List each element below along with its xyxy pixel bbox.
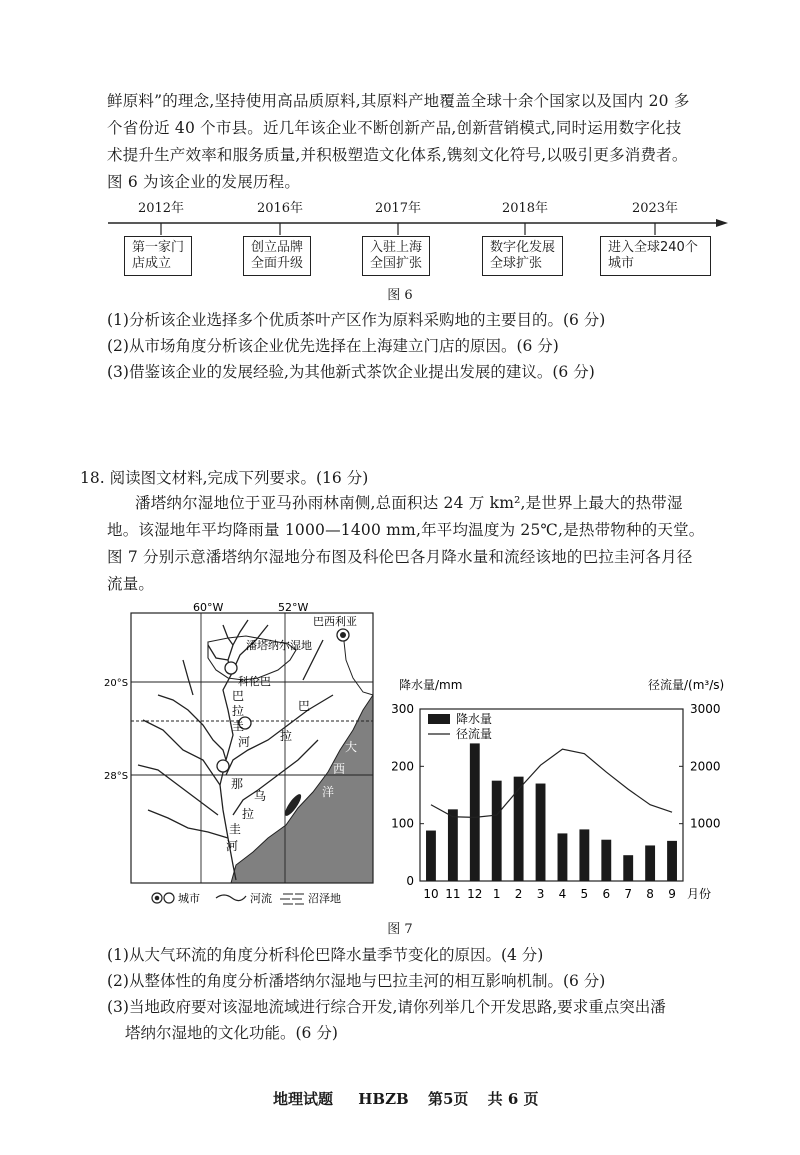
page-footer	[273, 1088, 539, 1109]
bar-precipitation	[558, 833, 568, 881]
q17-sub-1: (1)分析该企业选择多个优质茶叶产区作为原料采购地的主要目的。(6 分)	[107, 311, 606, 329]
timeline-event-box	[124, 236, 192, 276]
timeline-year-2023: 2023年	[631, 201, 679, 216]
bar-precipitation	[623, 855, 633, 881]
river-char: 河	[238, 735, 251, 749]
y-right-tick-label: 2000	[690, 759, 721, 774]
river-char: 巴	[298, 699, 311, 713]
q18-para-line-1: 潘塔纳尔湿地位于亚马孙雨林南侧,总面积达 24 万 km²,是世界上最大的热带湿	[135, 494, 683, 512]
legend-bar-swatch	[428, 714, 450, 724]
footer-page: 第5页	[427, 1090, 469, 1108]
timeline-year-2017: 2017年	[374, 201, 422, 216]
lon-label-60w: 60°W	[193, 601, 224, 614]
timeline-event-line: 全球扩张	[490, 256, 543, 271]
timeline-event-line: 全国扩张	[370, 256, 423, 271]
x-tick-label: 2	[514, 887, 523, 901]
x-tick-label: 4	[558, 887, 567, 901]
bar-precipitation	[470, 743, 480, 881]
city-icon	[217, 760, 229, 772]
lat-label-28s: 28°S	[104, 771, 129, 782]
q17-sub-3: (3)借鉴该企业的发展经验,为其他新式茶饮企业提出发展的建议。(6 分)	[107, 363, 595, 381]
river-legend-icon	[216, 895, 246, 901]
y-right-tick-label: 3000	[690, 702, 721, 716]
timeline-event-line: 创立品牌	[251, 240, 304, 255]
bar-precipitation	[426, 831, 436, 881]
paragraph-line-2: 个省份近 40 个市县。近几年该企业不断创新产品,创新营销模式,同时运用数字化技	[107, 119, 682, 137]
timeline-event-line: 城市	[608, 256, 635, 271]
ylabel-left: 降水量/mm	[399, 678, 463, 692]
paragraph-line-1: 鲜原料”的理念,坚持使用高品质原料,其原料产地覆盖全球十余个国家以及国内 20 多	[107, 92, 690, 110]
x-tick-label: 3	[536, 887, 545, 901]
lat-label-20s: 20°S	[104, 678, 129, 689]
legend-swamp: 沼泽地	[308, 892, 341, 905]
bar-precipitation	[645, 845, 655, 881]
ocean-area	[231, 695, 373, 883]
y-left-tick-label: 100	[391, 816, 414, 831]
q18-header: 18. 阅读图文材料,完成下列要求。(16 分)	[80, 469, 369, 487]
footer-code: HBZB	[358, 1090, 409, 1108]
line-runoff	[431, 749, 672, 817]
river-char: 拉	[242, 807, 255, 821]
ocean-char: 洋	[322, 785, 335, 799]
ylabel-right: 径流量/(m³/s)	[648, 678, 725, 692]
timeline-event-line: 全面升级	[251, 256, 304, 271]
x-tick-label: 7	[624, 887, 633, 901]
timeline-year-2012: 2012年	[137, 201, 185, 216]
river-char: 乌	[254, 789, 267, 803]
y-left-tick-label: 0	[406, 874, 414, 888]
swamp-legend-icon	[280, 894, 304, 904]
y-left-tick-label: 200	[391, 759, 414, 774]
label-pantanal: 潘塔纳尔湿地	[246, 639, 312, 652]
legend-line-label: 径流量	[456, 727, 493, 741]
river-char: 那	[231, 777, 244, 791]
q18-sub-2: (2)从整体性的角度分析潘塔纳尔湿地与巴拉圭河的相互影响机制。(6 分)	[107, 972, 606, 990]
x-tick-label: 8	[646, 887, 654, 901]
y-right-tick-label: 1000	[690, 816, 721, 831]
x-unit-label: 月份	[687, 887, 712, 901]
river-char: 圭	[232, 719, 245, 733]
city-legend-icon	[164, 893, 174, 903]
x-tick-label: 9	[668, 887, 676, 901]
bar-precipitation	[667, 841, 677, 881]
timeline-axis	[100, 215, 730, 235]
precip-runoff-chart	[391, 675, 735, 905]
pantanal-map	[104, 600, 388, 910]
x-tick-label: 5	[580, 887, 589, 901]
timeline-event-line: 第一家门	[132, 240, 185, 255]
timeline-event-box	[243, 236, 311, 276]
footer-subject: 地理试题	[273, 1090, 334, 1108]
footer-total: 共 6 页	[487, 1090, 539, 1108]
figure-6-caption: 图 6	[387, 288, 413, 303]
river-char: 圭	[229, 822, 242, 836]
bar-precipitation	[514, 777, 524, 881]
x-tick-label: 6	[602, 887, 611, 901]
city-corumba-icon	[225, 662, 237, 674]
bar-precipitation	[448, 809, 458, 881]
paragraph-line-4: 图 6 为该企业的发展历程。	[107, 173, 301, 191]
timeline-event-box	[600, 236, 711, 276]
x-tick-label: 11	[445, 887, 461, 901]
label-brasilia: 巴西利亚	[313, 615, 357, 628]
river-char: 拉	[280, 729, 293, 743]
river-char: 拉	[232, 704, 245, 718]
bar-precipitation	[601, 840, 611, 881]
q18-sub-3: (3)当地政府要对该湿地流域进行综合开发,请你列举几个开发思路,要求重点突出潘	[107, 998, 666, 1016]
q18-para-line-4: 流量。	[107, 575, 155, 593]
q18-para-line-2: 地。该湿地年平均降雨量 1000—1400 mm,年平均温度为 25℃,是热带物种的天堂。	[107, 521, 705, 539]
timeline-event-box	[362, 236, 430, 276]
river-char: 河	[226, 839, 239, 853]
y-left-tick-label: 300	[391, 702, 414, 716]
timeline-event-box	[482, 236, 563, 276]
x-tick-label: 12	[467, 887, 483, 901]
x-tick-label: 1	[492, 887, 501, 901]
timeline-year-2018: 2018年	[501, 201, 549, 216]
ocean-char: 西	[333, 762, 346, 776]
x-tick-label: 10	[423, 887, 439, 901]
timeline-event-line: 店成立	[132, 256, 172, 271]
legend-river: 河流	[250, 892, 272, 905]
paragraph-line-3: 术提升生产效率和服务质量,并积极塑造文化体系,镌刻文化符号,以吸引更多消费者。	[107, 146, 688, 164]
legend-bar-label: 降水量	[456, 712, 493, 726]
q17-sub-2: (2)从市场角度分析该企业优先选择在上海建立门店的原因。(6 分)	[107, 337, 559, 355]
bar-precipitation	[492, 781, 502, 881]
river-char: 巴	[232, 689, 245, 703]
timeline-event-line: 进入全球240个	[608, 240, 698, 255]
figure-7-caption: 图 7	[387, 922, 413, 937]
ocean-char: 大	[345, 740, 358, 754]
q18-sub-3-cont: 塔纳尔湿地的文化功能。(6 分)	[125, 1024, 338, 1042]
bar-precipitation	[579, 829, 589, 881]
q18-para-line-3: 图 7 分别示意潘塔纳尔湿地分布图及科伦巴各月降水量和流经该地的巴拉圭河各月径	[107, 548, 693, 566]
timeline-event-line: 入驻上海	[370, 240, 423, 255]
map-legend	[152, 891, 341, 905]
timeline-event-line: 数字化发展	[490, 240, 556, 255]
lon-label-52w: 52°W	[278, 601, 309, 614]
bar-precipitation	[536, 784, 546, 881]
q18-sub-1: (1)从大气环流的角度分析科伦巴降水量季节变化的原因。(4 分)	[107, 946, 544, 964]
label-corumba: 科伦巴	[238, 675, 271, 688]
legend-city: 城市	[178, 892, 200, 905]
timeline-year-2016: 2016年	[256, 201, 304, 216]
